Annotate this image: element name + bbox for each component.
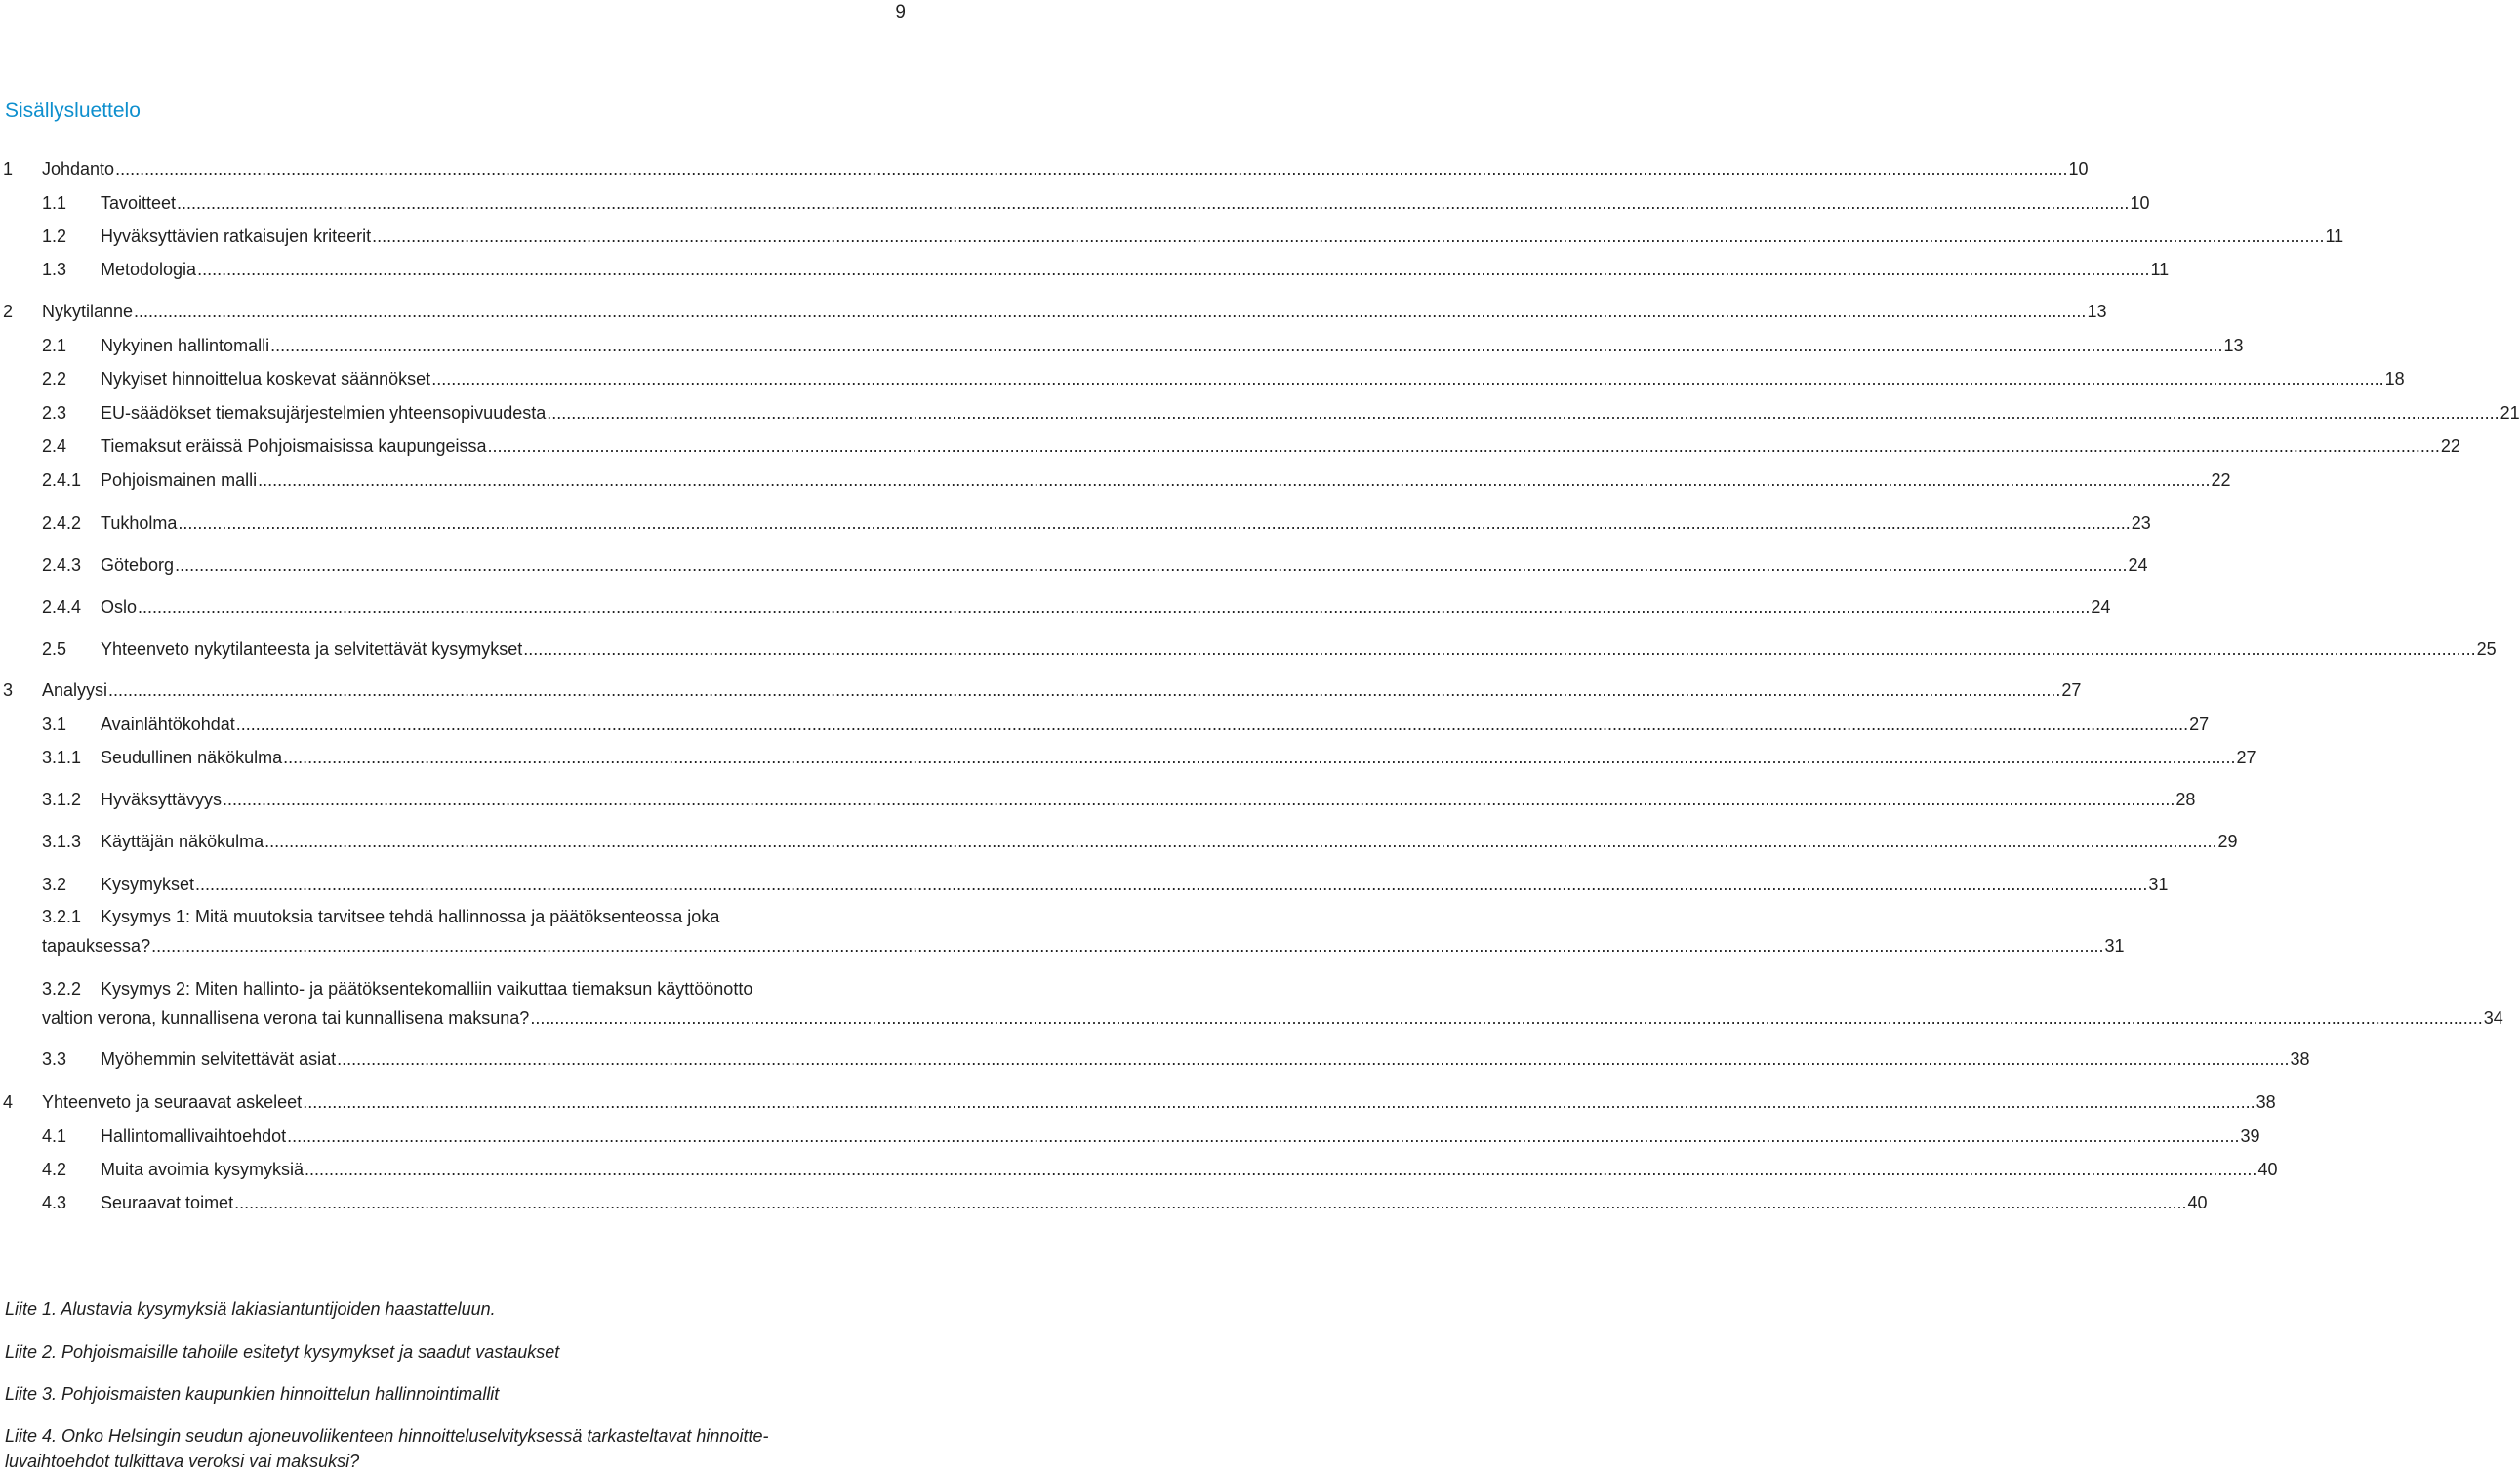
toc-entry-title-continuation: valtion verona, kunnallisena verona tai kunnallisena maksuna? [42, 1008, 530, 1028]
toc-leader-dots: ................................................................................................................................................................................................................................................................................................................................................................................................................ [287, 1126, 2240, 1146]
toc-entry-title: Nykyinen hallintomalli [101, 336, 270, 355]
toc-entry-title: Metodologia [101, 260, 197, 279]
toc-entry-title-continuation: tapauksessa? [42, 936, 151, 956]
toc-entry-page: 13 [2087, 302, 2107, 321]
toc-entry-number: 3.1.1 [42, 748, 82, 767]
toc-leader-dots: ................................................................................................................................................................................................................................................................................................................................................................................................................ [134, 302, 2087, 321]
toc-entry-title: Oslo [101, 597, 138, 617]
toc-entry-number: 4 [3, 1092, 14, 1112]
appendix-item [5, 1296, 913, 1322]
toc-entry[interactable] [0, 1190, 2208, 1215]
toc-entry[interactable] [0, 976, 935, 1002]
toc-leader-dots: ................................................................................................................................................................................................................................................................................................................................................................................................................ [177, 193, 2130, 213]
toc-entry[interactable] [0, 1046, 2310, 1072]
toc-leader-dots: ................................................................................................................................................................................................................................................................................................................................................................................................................ [151, 936, 2104, 956]
toc-entry-title: Tiemaksut eräissä Pohjoismaisissa kaupungeissa [101, 436, 487, 456]
toc-entry-number: 2.2 [42, 369, 67, 389]
toc-entry[interactable] [0, 156, 2089, 182]
toc-entry-number: 4.3 [42, 1193, 67, 1212]
toc-entry-title: Pohjoismainen malli [101, 471, 258, 490]
appendix-item [5, 1339, 913, 1365]
toc-entry[interactable] [0, 366, 2405, 391]
toc-entry-number: 2.4.3 [42, 555, 82, 575]
toc-entry-number: 3 [3, 680, 14, 700]
toc-entry-title: Hyväksyttävien ratkaisujen kriteerit [101, 226, 372, 246]
toc-entry[interactable] [0, 594, 2111, 620]
toc-entry-number: 3.3 [42, 1049, 67, 1069]
toc-entry[interactable] [0, 745, 2256, 770]
toc-entry-page: 21 [2500, 403, 2520, 423]
toc-entry-number: 3.1.3 [42, 832, 82, 851]
toc-entry-page: 22 [2211, 471, 2231, 490]
toc-entry-page: 25 [2476, 639, 2497, 659]
toc-entry[interactable] [0, 712, 2210, 737]
toc-entry-page: 31 [2148, 875, 2169, 894]
toc-entry-page: 23 [2131, 513, 2151, 533]
toc-entry[interactable] [0, 872, 2169, 897]
toc-entry-page: 10 [2068, 159, 2089, 179]
toc-entry[interactable] [0, 787, 2196, 812]
toc-entry-page: 22 [2440, 436, 2460, 456]
toc-leader-dots: ................................................................................................................................................................................................................................................................................................................................................................................................................ [305, 1160, 2257, 1179]
page-number: 9 [895, 2, 906, 22]
toc-entry[interactable] [0, 829, 2238, 854]
appendix-text-continuation: luvaihtoehdot tulkittava veroksi vai maksuksi? [5, 1452, 360, 1471]
appendix-item [5, 1423, 913, 1474]
toc-entry[interactable] [0, 333, 2244, 358]
toc-entry-title: Nykyiset hinnoittelua koskevat säännökset [101, 369, 431, 389]
appendix-text: Liite 2. Pohjoismaisille tahoille esitetyt kysymykset ja saadut vastaukset [5, 1342, 560, 1362]
toc-entry-title: Johdanto [42, 159, 115, 179]
toc-leader-dots: ................................................................................................................................................................................................................................................................................................................................................................................................................ [178, 513, 2131, 533]
toc-entry-title: Kysymys 2: Miten hallinto- ja päätöksentekomalliin vaikuttaa tiemaksun käyttöönotto [101, 979, 753, 999]
toc-entry-page: 27 [2236, 748, 2256, 767]
toc-entry-title: Myöhemmin selvitettävät asiat [101, 1049, 337, 1069]
toc-leader-dots: ................................................................................................................................................................................................................................................................................................................................................................................................................ [547, 403, 2500, 423]
toc-entry-title: EU-säädökset tiemaksujärjestelmien yhteensopivuudesta [101, 403, 547, 423]
toc-entry-title: Göteborg [101, 555, 175, 575]
toc-leader-dots: ................................................................................................................................................................................................................................................................................................................................................................................................................ [523, 639, 2476, 659]
toc-entry-page: 27 [2061, 680, 2082, 700]
toc-entry[interactable] [0, 299, 2107, 324]
toc-leader-dots: ................................................................................................................................................................................................................................................................................................................................................................................................................ [264, 832, 2217, 851]
toc-leader-dots: ................................................................................................................................................................................................................................................................................................................................................................................................................ [431, 369, 2384, 389]
toc-entry-title: Yhteenveto nykytilanteesta ja selvitettävät kysymykset [101, 639, 523, 659]
toc-leader-dots: ................................................................................................................................................................................................................................................................................................................................................................................................................ [195, 875, 2148, 894]
toc-entry-page: 28 [2175, 790, 2196, 809]
toc-entry-number: 4.1 [42, 1126, 67, 1146]
toc-leader-dots: ................................................................................................................................................................................................................................................................................................................................................................................................................ [235, 715, 2189, 734]
toc-entry-number: 2.4.1 [42, 471, 82, 490]
toc-entry-page: 31 [2104, 936, 2125, 956]
toc-entry-page: 40 [2187, 1193, 2208, 1212]
toc-entry-number: 1.2 [42, 226, 67, 246]
toc-entry-title: Seuraavat toimet [101, 1193, 234, 1212]
toc-entry[interactable] [0, 511, 2151, 536]
toc-entry-page: 39 [2240, 1126, 2260, 1146]
toc-entry-page: 24 [2128, 555, 2148, 575]
toc-entry-number: 2.4.2 [42, 513, 82, 533]
toc-entry-number: 2.4 [42, 436, 67, 456]
toc-entry-number: 2.3 [42, 403, 67, 423]
toc-entry[interactable] [0, 257, 2170, 282]
toc-entry[interactable] [0, 400, 2520, 426]
toc-entry-title: Kysymys 1: Mitä muutoksia tarvitsee tehdä hallinnossa ja päätöksenteossa joka [101, 907, 720, 926]
toc-entry-page: 10 [2130, 193, 2150, 213]
toc-entry-page: 38 [2290, 1049, 2310, 1069]
toc-leader-dots: ................................................................................................................................................................................................................................................................................................................................................................................................................ [270, 336, 2223, 355]
toc-entry-page: 11 [2150, 260, 2170, 279]
appendix-text: Liite 1. Alustavia kysymyksiä lakiasiantuntijoiden haastatteluun. [5, 1299, 496, 1319]
toc-entry-title: Hyväksyttävyys [101, 790, 223, 809]
toc-leader-dots: ................................................................................................................................................................................................................................................................................................................................................................................................................ [115, 159, 2068, 179]
toc-entry-title: Kysymykset [101, 875, 195, 894]
toc-entry-number: 2.5 [42, 639, 67, 659]
toc-leader-dots: ................................................................................................................................................................................................................................................................................................................................................................................................................ [303, 1092, 2256, 1112]
toc-entry-title: Yhteenveto ja seuraavat askeleet [42, 1092, 303, 1112]
toc-leader-dots: ................................................................................................................................................................................................................................................................................................................................................................................................................ [283, 748, 2236, 767]
toc-entry-page: 40 [2257, 1160, 2278, 1179]
toc-entry[interactable] [0, 677, 2082, 703]
toc-leader-dots: ................................................................................................................................................................................................................................................................................................................................................................................................................ [337, 1049, 2290, 1069]
toc-entry-title: Tavoitteet [101, 193, 177, 213]
toc-entry-number: 1.3 [42, 260, 67, 279]
appendix-text: Liite 3. Pohjoismaisten kaupunkien hinnoittelun hallinnointimallit [5, 1384, 500, 1404]
toc-leader-dots: ................................................................................................................................................................................................................................................................................................................................................................................................................ [175, 555, 2128, 575]
toc-entry-number: 2.4.4 [42, 597, 82, 617]
toc-entry[interactable] [0, 553, 2148, 578]
toc-leader-dots: ................................................................................................................................................................................................................................................................................................................................................................................................................ [530, 1008, 2483, 1028]
toc-entry-title: Tukholma [101, 513, 178, 533]
toc-entry-number: 3.2.2 [42, 979, 82, 999]
toc-entry-page: 38 [2256, 1092, 2276, 1112]
toc-entry-page: 18 [2384, 369, 2405, 389]
toc-entry-title: Analyysi [42, 680, 108, 700]
toc-entry-number: 4.2 [42, 1160, 67, 1179]
toc-entry-number: 2.1 [42, 336, 67, 355]
toc-leader-dots: ................................................................................................................................................................................................................................................................................................................................................................................................................ [487, 436, 2440, 456]
toc-entry[interactable] [0, 1124, 2260, 1149]
toc-entry[interactable] [0, 190, 2150, 216]
toc-entry-page: 13 [2223, 336, 2244, 355]
toc-entry-page: 24 [2091, 597, 2111, 617]
toc-entry-page: 34 [2483, 1008, 2503, 1028]
toc-entry[interactable] [0, 224, 2344, 249]
appendix-text: Liite 4. Onko Helsingin seudun ajoneuvoliikenteen hinnoitteluselvityksessä tarkasteltavat hinnoitte- [5, 1426, 769, 1446]
toc-entry-number: 3.1.2 [42, 790, 82, 809]
toc-entry[interactable] [0, 468, 2231, 493]
toc-leader-dots: ................................................................................................................................................................................................................................................................................................................................................................................................................ [197, 260, 2150, 279]
toc-leader-dots: ................................................................................................................................................................................................................................................................................................................................................................................................................ [223, 790, 2175, 809]
toc-leader-dots: ................................................................................................................................................................................................................................................................................................................................................................................................................ [234, 1193, 2187, 1212]
toc-entry-number: 2 [3, 302, 14, 321]
toc-title: Sisällysluettelo [5, 100, 141, 122]
toc-entry-page: 29 [2217, 832, 2238, 851]
toc-leader-dots: ................................................................................................................................................................................................................................................................................................................................................................................................................ [108, 680, 2061, 700]
toc-entry-number: 1 [3, 159, 14, 179]
toc-entry-title: Muita avoimia kysymyksiä [101, 1160, 305, 1179]
toc-entry[interactable] [0, 1089, 2276, 1115]
toc-entry-title: Seudullinen näkökulma [101, 748, 283, 767]
toc-entry[interactable] [0, 636, 2497, 662]
toc-entry[interactable] [0, 1157, 2278, 1182]
toc-entry-continuation[interactable] [0, 1005, 2503, 1031]
toc-entry-title: Avainlähtökohdat [101, 715, 235, 734]
toc-entry-number: 3.2 [42, 875, 67, 894]
toc-entry-continuation[interactable] [0, 933, 2125, 959]
toc-entry-number: 3.2.1 [42, 907, 82, 926]
toc-entry-number: 1.1 [42, 193, 67, 213]
toc-entry-title: Käyttäjän näkökulma [101, 832, 264, 851]
toc-entry-title: Nykytilanne [42, 302, 134, 321]
toc-entry[interactable] [0, 433, 2460, 459]
toc-leader-dots: ................................................................................................................................................................................................................................................................................................................................................................................................................ [138, 597, 2091, 617]
toc-entry-page: 27 [2189, 715, 2210, 734]
toc-entry-number: 3.1 [42, 715, 67, 734]
toc-entry-page: 11 [2325, 226, 2344, 246]
toc-leader-dots: ................................................................................................................................................................................................................................................................................................................................................................................................................ [258, 471, 2211, 490]
toc-entry-title: Hallintomallivaihtoehdot [101, 1126, 287, 1146]
appendix-item [5, 1381, 913, 1407]
toc-leader-dots: ................................................................................................................................................................................................................................................................................................................................................................................................................ [372, 226, 2325, 246]
toc-entry[interactable] [0, 904, 935, 929]
